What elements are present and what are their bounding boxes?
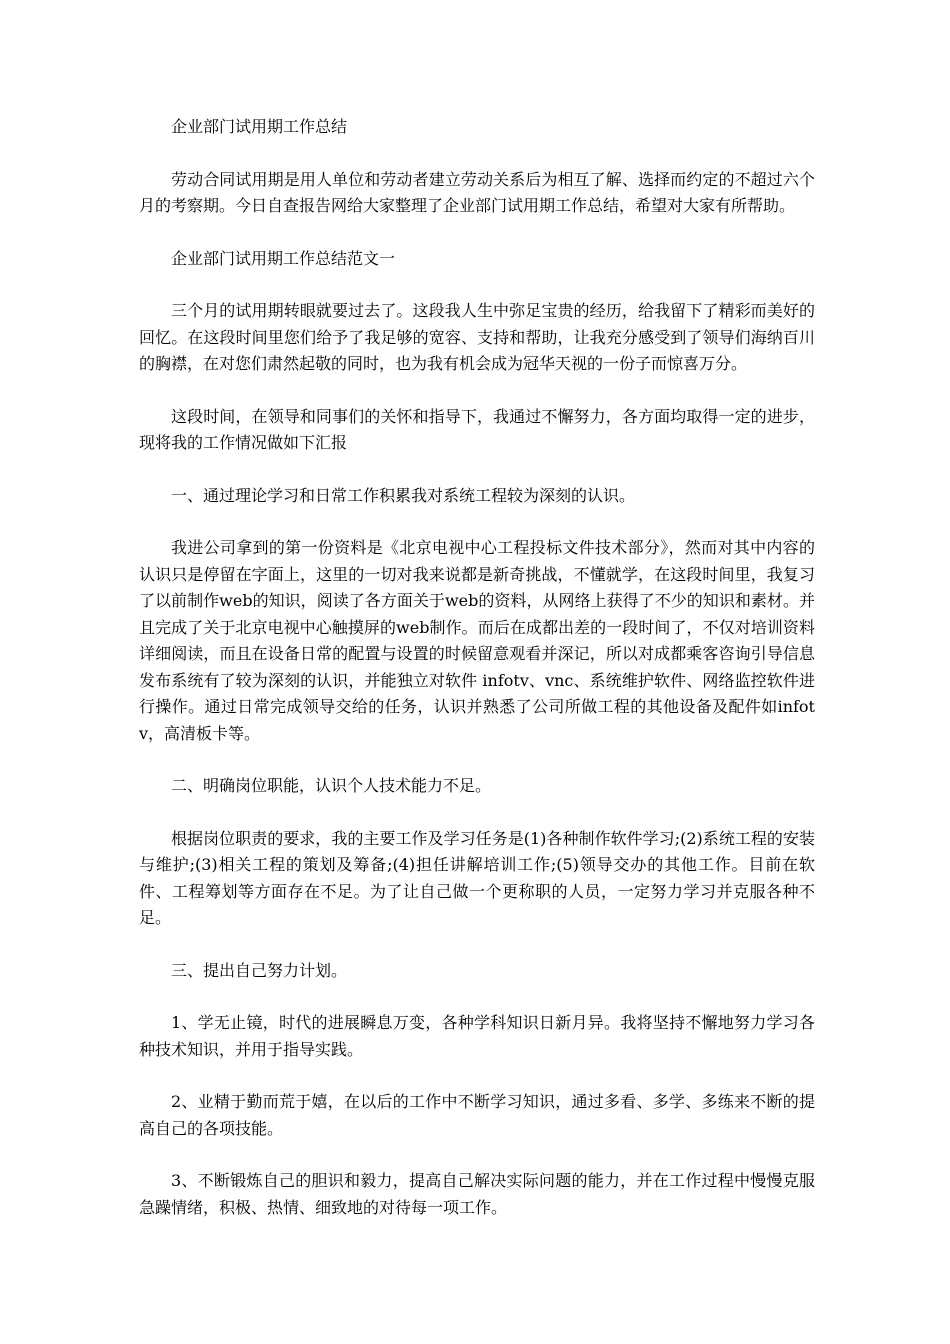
document-title: 企业部门试用期工作总结 <box>171 117 348 136</box>
plan-item: 1、学无止镜，时代的进展瞬息万变，各种学科知识日新月异。我将坚持不懈地努力学习各种技术知识，并用于指导实践。 <box>139 1013 815 1059</box>
intro-paragraph: 劳动合同试用期是用人单位和劳动者建立劳动关系后为相互了解、选择而约定的不超过六个月的考察期。今日自查报告网给大家整理了企业部门试用期工作总结，希望对大家有所帮助。 <box>139 169 815 215</box>
paragraph: 我进公司拿到的第一份资料是《北京电视中心工程投标文件技术部分》，然而对其中内容的认识只是停留在字面上，这里的一切对我来说都是新奇挑战，不懂就学，在这段时间里，我复习了以前制作web的知识，阅读了各方面关于web的资料，从网络上获得了不少的知识和素材。并且完成了关于北京电视中心触摸屏的web制作。而后在成都出差的一段时间了，不仅对培训资料详细阅读，而且在设备日常的配置与设置的时候留意观看并深记，所以对成都乘客咨询引导信息发布系统有了较为深刻的认识，并能独立对软件 infotv、vnc、系统维护软件、网络监控软件进行操作。通过日常完成领导交给的任务，认识并熟悉了公司所做工程的其他设备及配件如infotv，高清板卡等。 <box>139 538 815 743</box>
plan-item: 2、业精于勤而荒于嬉，在以后的工作中不断学习知识，通过多看、多学、多练来不断的提高自己的各项技能。 <box>139 1092 815 1138</box>
section-heading-three: 三、提出自己努力计划。 <box>171 960 348 980</box>
plan-item: 3、不断锻炼自己的胆识和毅力，提高自己解决实际问题的能力，并在工作过程中慢慢克服急躁情绪，积极、热情、细致地的对待每一项工作。 <box>139 1171 815 1217</box>
section-heading-one: 一、通过理论学习和日常工作积累我对系统工程较为深刻的认识。 <box>171 485 636 505</box>
document-page <box>139 114 815 1247</box>
paragraph: 这段时间，在领导和同事们的关怀和指导下，我通过不懈努力，各方面均取得一定的进步，现将我的工作情况做如下汇报 <box>139 406 815 452</box>
paragraph: 根据岗位职责的要求，我的主要工作及学习任务是(1)各种制作软件学习;(2)系统工程的安装与维护;(3)相关工程的策划及筹备;(4)担任讲解培训工作;(5)领导交办的其他工作。目前在软件、工程筹划等方面存在不足。为了让自己做一个更称职的人员，一定努力学习并克服各种不足。 <box>139 828 815 927</box>
section-title-sample-one: 企业部门试用期工作总结范文一 <box>171 248 396 268</box>
paragraph: 三个月的试用期转眼就要过去了。这段我人生中弥足宝贵的经历，给我留下了精彩而美好的回忆。在这段时间里您们给予了我足够的宽容、支持和帮助，让我充分感受到了领导们海纳百川的胸襟，在对您们肃然起敬的同时，也为我有机会成为冠华天视的一份子而惊喜万分。 <box>139 301 815 373</box>
section-heading-two: 二、明确岗位职能，认识个人技术能力不足。 <box>171 776 492 795</box>
